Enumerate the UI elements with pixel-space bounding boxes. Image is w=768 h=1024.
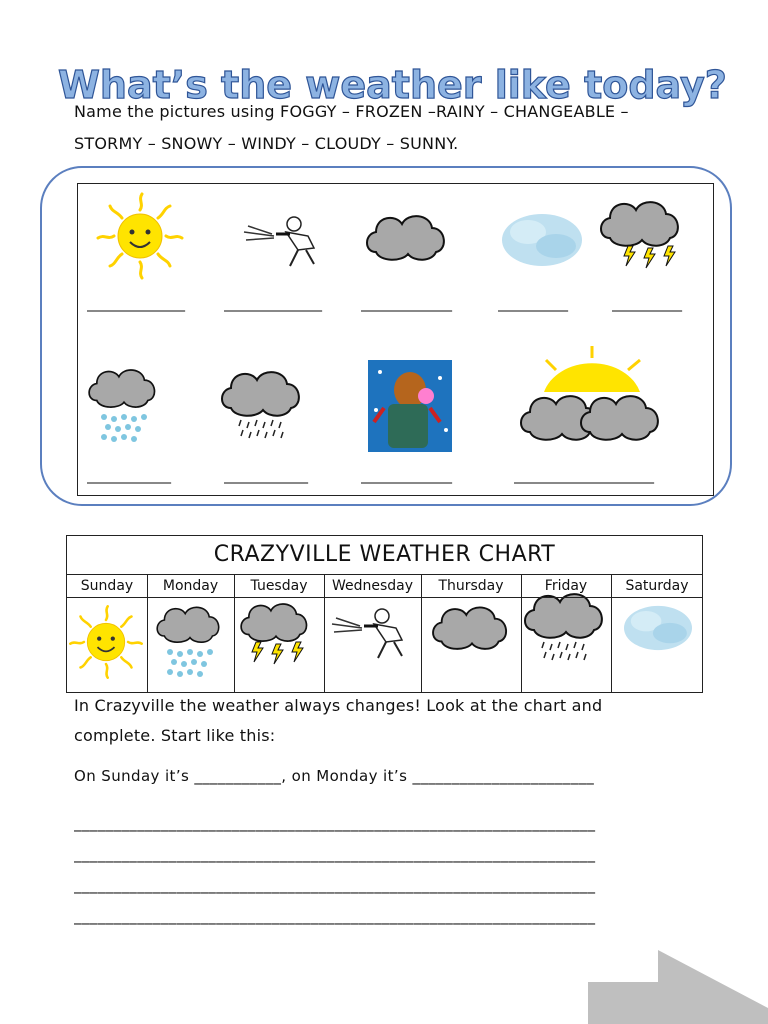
- answer-blank-snowy[interactable]: ____________: [87, 468, 171, 484]
- column-divider: [421, 574, 422, 693]
- rainy-icon: [222, 372, 299, 438]
- day-monday: Monday: [147, 574, 234, 598]
- changeable-icon: [521, 346, 658, 440]
- day-thursday: Thursday: [421, 574, 521, 598]
- answer-blank-foggy[interactable]: __________: [498, 296, 568, 312]
- day-saturday: Saturday: [611, 574, 703, 598]
- sunny-icon: [98, 194, 182, 278]
- answer-blank-cloudy[interactable]: _____________: [361, 296, 452, 312]
- answer-line-3[interactable]: __________________________________________________________________: [74, 876, 596, 894]
- column-divider: [234, 574, 235, 693]
- day-wednesday: Wednesday: [324, 574, 421, 598]
- column-divider: [611, 574, 612, 693]
- stormy-icon: [601, 202, 678, 268]
- instruction-line-2: STORMY – SNOWY – WINDY – CLOUDY – SUNNY.: [74, 134, 459, 153]
- task-line-2: complete. Start like this:: [74, 726, 276, 745]
- task-line-1: In Crazyville the weather always changes! Look at the chart and: [74, 696, 603, 715]
- weather-chart-table: [66, 535, 703, 693]
- frozen-icon: [368, 360, 452, 452]
- cloudy-icon: [367, 216, 444, 260]
- answer-blank-rainy[interactable]: ____________: [224, 468, 308, 484]
- answer-line-1[interactable]: __________________________________________________________________: [74, 814, 596, 832]
- column-divider: [324, 574, 325, 693]
- answer-line-2[interactable]: __________________________________________________________________: [74, 845, 596, 863]
- column-divider: [521, 574, 522, 693]
- page-title-text: What’s the weather like today?: [58, 63, 727, 107]
- foggy-icon: [502, 214, 582, 266]
- snowy-icon: [89, 370, 154, 442]
- answer-blank-stormy[interactable]: __________: [612, 296, 682, 312]
- day-sunday: Sunday: [67, 574, 147, 598]
- instruction-line-1: Name the pictures using FOGGY – FROZEN –RAINY – CHANGEABLE –: [74, 102, 629, 121]
- answer-line-4[interactable]: __________________________________________________________________: [74, 907, 596, 925]
- column-divider: [147, 574, 148, 693]
- answer-blank-sunny[interactable]: ______________: [87, 296, 185, 312]
- example-sentence[interactable]: On Sunday it’s ___________, on Monday it’s _______________________: [74, 767, 595, 785]
- answer-blank-changeable[interactable]: ____________________: [514, 468, 654, 484]
- day-friday: Friday: [521, 574, 611, 598]
- chart-title: CRAZYVILLE WEATHER CHART: [67, 536, 702, 575]
- answer-blank-frozen[interactable]: _____________: [361, 468, 452, 484]
- windy-icon: [244, 217, 314, 266]
- day-tuesday: Tuesday: [234, 574, 324, 598]
- next-arrow-icon[interactable]: [586, 948, 768, 1024]
- answer-blank-windy[interactable]: ______________: [224, 296, 322, 312]
